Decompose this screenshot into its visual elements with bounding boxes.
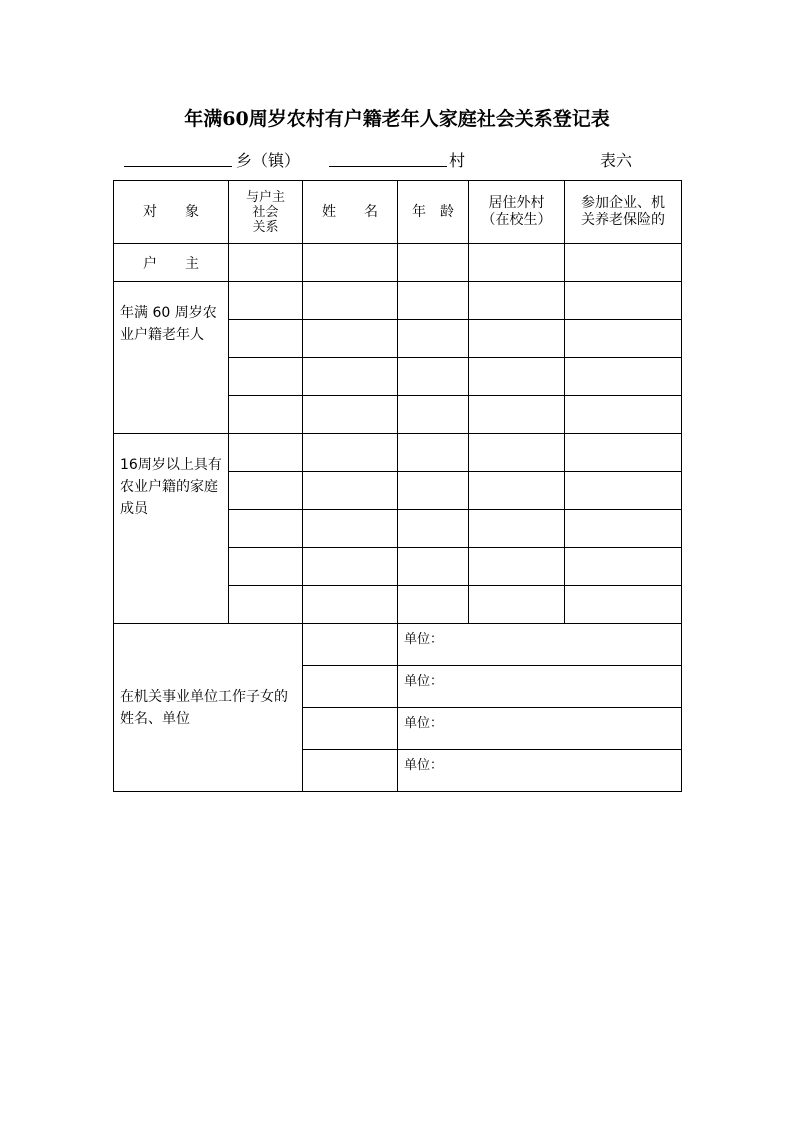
child-name-cell[interactable] <box>303 708 398 750</box>
table-number: 表六 <box>600 151 633 170</box>
row-label-elderly-60: 年满 60 周岁农业户籍老年人 <box>114 282 229 434</box>
row-label-public-sector-children: 在机关事业单位工作子女的姓名、单位 <box>114 624 303 792</box>
header-relation: 与户主 社会 关系 <box>229 181 303 244</box>
input-cell[interactable] <box>469 396 565 434</box>
input-cell[interactable] <box>398 320 469 358</box>
input-cell[interactable] <box>303 282 398 320</box>
input-cell[interactable] <box>303 472 398 510</box>
input-cell[interactable] <box>398 244 469 282</box>
input-cell[interactable] <box>229 434 303 472</box>
input-cell[interactable] <box>229 548 303 586</box>
header-object: 对 象 <box>114 181 229 244</box>
township-label: 乡（镇） <box>236 151 301 170</box>
unit-cell[interactable]: 单位： <box>398 708 682 750</box>
input-cell[interactable] <box>565 358 682 396</box>
input-cell[interactable] <box>469 510 565 548</box>
input-cell[interactable] <box>565 320 682 358</box>
header-name: 姓 名 <box>303 181 398 244</box>
input-cell[interactable] <box>565 548 682 586</box>
input-cell[interactable] <box>303 244 398 282</box>
input-cell[interactable] <box>303 586 398 624</box>
input-cell[interactable] <box>398 472 469 510</box>
header-row <box>114 181 682 244</box>
input-cell[interactable] <box>303 434 398 472</box>
table-row <box>114 244 682 282</box>
village-blank[interactable] <box>329 166 447 167</box>
input-cell[interactable] <box>565 282 682 320</box>
unit-cell[interactable]: 单位： <box>398 750 682 792</box>
form-subtitle-line <box>0 148 794 172</box>
input-cell[interactable] <box>303 320 398 358</box>
child-name-cell[interactable] <box>303 666 398 708</box>
input-cell[interactable] <box>565 434 682 472</box>
input-cell[interactable] <box>469 548 565 586</box>
unit-cell[interactable]: 单位： <box>398 624 682 666</box>
input-cell[interactable] <box>229 320 303 358</box>
input-cell[interactable] <box>469 434 565 472</box>
input-cell[interactable] <box>229 586 303 624</box>
header-age: 年 龄 <box>398 181 469 244</box>
input-cell[interactable] <box>303 396 398 434</box>
input-cell[interactable] <box>565 472 682 510</box>
input-cell[interactable] <box>229 510 303 548</box>
form-title: 年满60周岁农村有户籍老年人家庭社会关系登记表 <box>184 108 610 130</box>
input-cell[interactable] <box>303 548 398 586</box>
input-cell[interactable] <box>398 358 469 396</box>
input-cell[interactable] <box>229 282 303 320</box>
row-label-head-of-household: 户 主 <box>114 244 229 282</box>
input-cell[interactable] <box>303 358 398 396</box>
village-label: 村 <box>449 151 466 170</box>
input-cell[interactable] <box>565 510 682 548</box>
input-cell[interactable] <box>398 510 469 548</box>
input-cell[interactable] <box>229 472 303 510</box>
input-cell[interactable] <box>469 472 565 510</box>
input-cell[interactable] <box>229 396 303 434</box>
registration-table <box>113 180 682 792</box>
input-cell[interactable] <box>398 434 469 472</box>
table-row <box>114 282 682 320</box>
input-cell[interactable] <box>398 586 469 624</box>
input-cell[interactable] <box>469 244 565 282</box>
input-cell[interactable] <box>229 244 303 282</box>
table-row <box>114 624 682 666</box>
input-cell[interactable] <box>565 586 682 624</box>
input-cell[interactable] <box>398 396 469 434</box>
input-cell[interactable] <box>469 320 565 358</box>
header-pension: 参加企业、机 关养老保险的 <box>565 181 682 244</box>
input-cell[interactable] <box>398 548 469 586</box>
input-cell[interactable] <box>469 586 565 624</box>
unit-cell[interactable]: 单位： <box>398 666 682 708</box>
input-cell[interactable] <box>398 282 469 320</box>
township-blank[interactable] <box>124 166 232 167</box>
table-row <box>114 434 682 472</box>
row-label-members-16: 16周岁以上具有农业户籍的家庭成员 <box>114 434 229 624</box>
header-residence: 居住外村 （在校生） <box>469 181 565 244</box>
input-cell[interactable] <box>469 282 565 320</box>
input-cell[interactable] <box>469 358 565 396</box>
input-cell[interactable] <box>303 510 398 548</box>
input-cell[interactable] <box>565 244 682 282</box>
input-cell[interactable] <box>565 396 682 434</box>
child-name-cell[interactable] <box>303 624 398 666</box>
input-cell[interactable] <box>229 358 303 396</box>
child-name-cell[interactable] <box>303 750 398 792</box>
